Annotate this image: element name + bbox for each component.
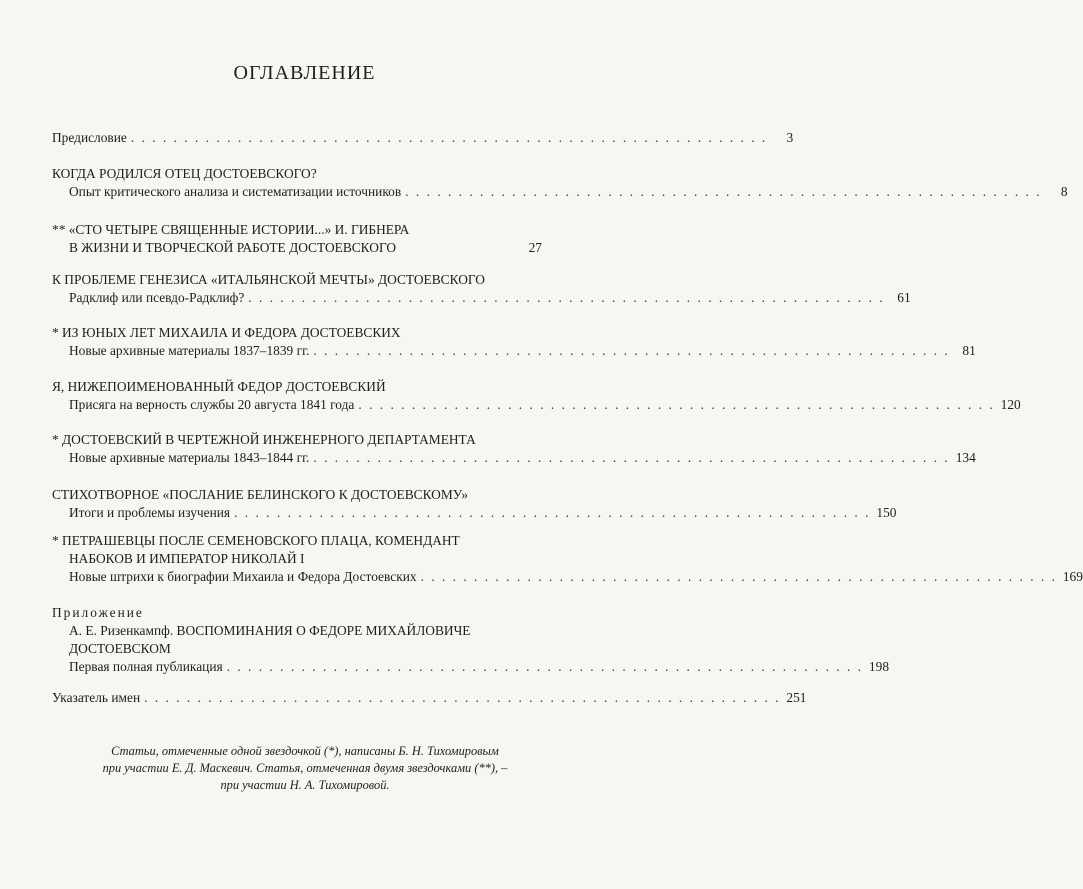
- toc-entry: [52, 689, 807, 707]
- toc-line: [52, 239, 542, 257]
- page-number: 8: [1060, 184, 1068, 199]
- toc-entry: [52, 378, 1021, 414]
- toc-line: [52, 504, 897, 522]
- toc-line-text: А. Е. Ризенкампф. ВОСПОМИНАНИЯ О ФЕДОРЕ МИХАЙЛОВИЧЕ: [69, 623, 471, 638]
- page-number: 169: [1062, 569, 1083, 584]
- toc-line: [52, 486, 542, 504]
- toc-line: [52, 622, 542, 640]
- toc-line-text: ДОСТОЕВСКОМ: [69, 641, 171, 656]
- toc-entry: [52, 165, 1068, 201]
- footnote-line: при участии Е. Д. Маскевич. Статья, отмеченная двумя звездочками (**), –: [102, 761, 508, 775]
- toc-line: [52, 165, 542, 183]
- dot-leader: . . . . . . . . . . . . . . . . . . . . . . . . . . . . . . . . . . . . . . . . . . . . . . . . . . . . . . . . . . . .: [226, 659, 864, 674]
- dot-leader: . . . . . . . . . . . . . . . . . . . . . . . . . . . . . . . . . . . . . . . . . . . . . . . . . . . . . . . . . . . .: [313, 450, 950, 465]
- page-number: 3: [786, 130, 794, 145]
- toc-line: [52, 289, 911, 307]
- toc-entry: [52, 486, 897, 522]
- footnote: [60, 743, 550, 794]
- toc-entry: [52, 221, 542, 257]
- toc-line-text: Первая полная публикация: [69, 659, 223, 674]
- toc-line-text: Приложение: [52, 605, 144, 620]
- toc-line-text: К ПРОБЛЕМЕ ГЕНЕЗИСА «ИТАЛЬЯНСКОЙ МЕЧТЫ» ДОСТОЕВСКОГО: [52, 272, 485, 287]
- toc-entry: [52, 324, 976, 360]
- toc-line: [52, 221, 542, 239]
- dot-leader: . . . . . . . . . . . . . . . . . . . . . . . . . . . . . . . . . . . . . . . . . . . . . . . . . . . . . . . . . . . .: [248, 290, 885, 305]
- toc-line-text: * ДОСТОЕВСКИЙ В ЧЕРТЕЖНОЙ ИНЖЕНЕРНОГО ДЕПАРТАМЕНТА: [52, 432, 476, 447]
- dot-leader: . . . . . . . . . . . . . . . . . . . . . . . . . . . . . . . . . . . . . . . . . . . . . . . . . . . . . . . . . . . .: [130, 130, 768, 145]
- dot-leader: . . . . . . . . . . . . . . . . . . . . . . . . . . . . . . . . . . . . . . . . . . . . . . . . . . . . . . . . . . . .: [358, 397, 995, 412]
- page-number: 81: [962, 343, 976, 358]
- toc-line: [52, 183, 1068, 201]
- toc-line-text: Присяга на верность службы 20 августа 1841 года: [69, 397, 355, 412]
- toc-line: [52, 604, 542, 622]
- toc-line: [52, 342, 976, 360]
- toc-line: [52, 271, 542, 289]
- toc-line-text: ** «СТО ЧЕТЫРЕ СВЯЩЕННЫЕ ИСТОРИИ...» И. ГИБНЕРА: [52, 222, 410, 237]
- dot-leader: . . . . . . . . . . . . . . . . . . . . . . . . . . . . . . . . . . . . . . . . . . . . . . . . . . . . . . . . . . . .: [313, 343, 950, 358]
- footnote-line: при участии Н. А. Тихомировой.: [220, 778, 390, 792]
- toc-entry: [52, 431, 976, 467]
- toc-line-text: * ИЗ ЮНЫХ ЛЕТ МИХАИЛА И ФЕДОРА ДОСТОЕВСКИХ: [52, 325, 401, 340]
- page-number: 120: [1000, 397, 1021, 412]
- toc-line-text: Предисловие: [52, 130, 127, 145]
- dot-leader: . . . . . . . . . . . . . . . . . . . . . . . . . . . . . . . . . . . . . . . . . . . . . . . . . . . . . . . . . . . .: [234, 505, 871, 520]
- page-number: 150: [876, 505, 897, 520]
- toc-entry: [52, 532, 1083, 586]
- toc-line-text: Новые штрихи к биографии Михаила и Федора Достоевских: [69, 569, 417, 584]
- page-number: 61: [897, 290, 911, 305]
- toc-line-text: НАБОКОВ И ИМПЕРАТОР НИКОЛАЙ I: [69, 551, 305, 566]
- toc-line-text: Указатель имен: [52, 690, 141, 705]
- footnote-line: Статьи, отмеченные одной звездочкой (*), написаны Б. Н. Тихомировым: [111, 744, 499, 758]
- page-number: 27: [528, 240, 542, 255]
- toc-line: [52, 640, 542, 658]
- toc-entry: [52, 604, 890, 676]
- page-number: 251: [786, 690, 807, 705]
- toc-line-text: Я, НИЖЕПОИМЕНОВАННЫЙ ФЕДОР ДОСТОЕВСКИЙ: [52, 379, 386, 394]
- dot-leader: . . . . . . . . . . . . . . . . . . . . . . . . . . . . . . . . . . . . . . . . . . . . . . . . . . . . . . . . . . . .: [420, 569, 1057, 584]
- toc-line: [52, 532, 542, 550]
- toc-line-text: КОГДА РОДИЛСЯ ОТЕЦ ДОСТОЕВСКОГО?: [52, 166, 317, 181]
- toc-line: [52, 129, 794, 147]
- toc-line: [52, 550, 542, 568]
- toc-line-text: Итоги и проблемы изучения: [69, 505, 231, 520]
- toc-entry: [52, 129, 794, 147]
- page-number: 198: [868, 659, 890, 674]
- toc-line: [52, 396, 1021, 414]
- toc-line: [52, 431, 542, 449]
- toc-line-text: Радклиф или псевдо-Радклиф?: [69, 290, 245, 305]
- toc-line-text: Опыт критического анализа и систематизации источников: [69, 184, 402, 199]
- toc-entry: [52, 271, 911, 307]
- toc-line-text: * ПЕТРАШЕВЦЫ ПОСЛЕ СЕМЕНОВСКОГО ПЛАЦА, КОМЕНДАНТ: [52, 533, 460, 548]
- dot-leader: . . . . . . . . . . . . . . . . . . . . . . . . . . . . . . . . . . . . . . . . . . . . . . . . . . . . . . . . . . . .: [405, 184, 1042, 199]
- toc-line: [52, 378, 542, 396]
- toc-line-text: В ЖИЗНИ И ТВОРЧЕСКОЙ РАБОТЕ ДОСТОЕВСКОГО: [69, 240, 397, 255]
- page-title: ОГЛАВЛЕНИЕ: [233, 62, 376, 84]
- toc-line: [52, 658, 890, 676]
- toc-line-text: Новые архивные материалы 1837–1839 гг.: [69, 343, 310, 358]
- toc-line: [52, 449, 976, 467]
- page-number: 134: [955, 450, 976, 465]
- toc-line: [52, 689, 807, 707]
- dot-leader: . . . . . . . . . . . . . . . . . . . . . . . . . . . . . . . . . . . . . . . . . . . . . . . . . . . . . . . . . . . .: [144, 690, 781, 705]
- toc-line-text: Новые архивные материалы 1843–1844 гг.: [69, 450, 310, 465]
- toc-line: [52, 568, 1083, 586]
- toc-line: [52, 324, 542, 342]
- toc-line-text: СТИХОТВОРНОЕ «ПОСЛАНИЕ БЕЛИНСКОГО К ДОСТОЕВСКОМУ»: [52, 487, 469, 502]
